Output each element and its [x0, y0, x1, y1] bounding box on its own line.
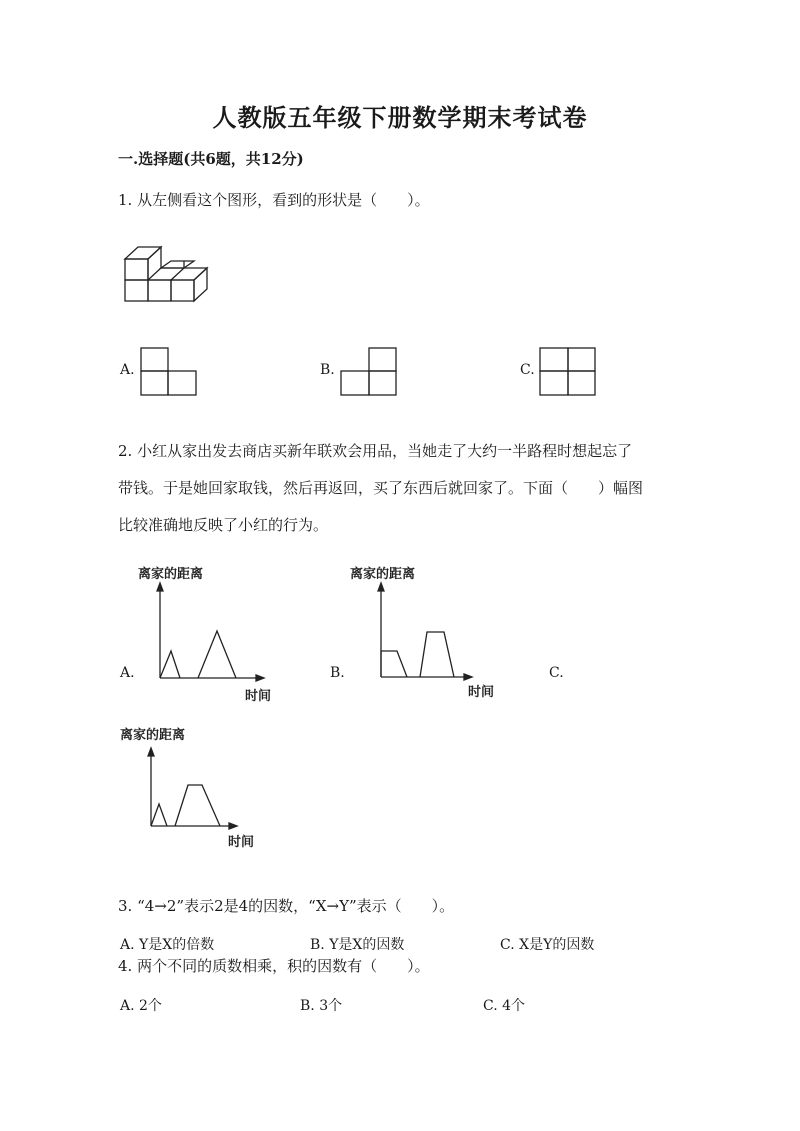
q1-option-a[interactable]: A.	[120, 362, 135, 378]
q2-option-c[interactable]: C.	[549, 665, 564, 681]
q1-option-c[interactable]: C.	[520, 362, 535, 378]
question-1-text: 1. 从左侧看这个图形，看到的形状是（ ）。	[118, 191, 430, 209]
q2-graph-a-xlabel: 时间	[245, 689, 272, 704]
q1-option-c-figure	[539, 347, 597, 397]
q2-option-b[interactable]: B.	[330, 665, 345, 681]
question-4-text: 4. 两个不同的质数相乘，积的因数有（ ）。	[118, 957, 430, 975]
q2-graph-b	[350, 563, 510, 708]
q2-option-a[interactable]: A.	[120, 665, 135, 681]
q2-graph-a-ylabel: 离家的距离	[138, 567, 204, 582]
q2-graph-c	[120, 724, 270, 854]
q1-option-b[interactable]: B.	[320, 362, 335, 378]
question-2-line-3: 比较准确地反映了小红的行为。	[118, 516, 329, 534]
q2-graph-a	[130, 563, 290, 708]
page-title: 人教版五年级下册数学期末考试卷	[212, 103, 588, 132]
question-2-line-2: 带钱。于是她回家取钱，然后再返回，买了东西后就回家了。下面（ ）幅图	[118, 479, 644, 497]
q3-option-c[interactable]: C. X是Y的因数	[500, 937, 595, 953]
q3-option-b[interactable]: B. Y是X的因数	[310, 937, 405, 953]
q2-graph-c-ylabel: 离家的距离	[120, 728, 186, 743]
q1-option-b-figure	[340, 347, 398, 397]
q2-graph-c-xlabel: 时间	[228, 835, 255, 850]
section-heading: 一.选择题(共6题，共12分)	[118, 150, 304, 168]
q1-3d-figure	[120, 243, 210, 305]
q3-option-a[interactable]: A. Y是X的倍数	[120, 937, 215, 953]
q2-graph-b-xlabel: 时间	[468, 685, 495, 700]
q4-option-b[interactable]: B. 3个	[300, 998, 343, 1014]
q2-graph-b-ylabel: 离家的距离	[350, 567, 416, 582]
question-2-line-1: 2. 小红从家出发去商店买新年联欢会用品，当她走了大约一半路程时想起忘了	[118, 442, 633, 460]
q1-option-a-figure	[140, 347, 198, 397]
q4-option-c[interactable]: C. 4个	[483, 998, 526, 1014]
q4-option-a[interactable]: A. 2个	[120, 998, 162, 1014]
question-3-text: 3. “4→2”表示2是4的因数，“X→Y”表示（ ）。	[118, 897, 455, 915]
